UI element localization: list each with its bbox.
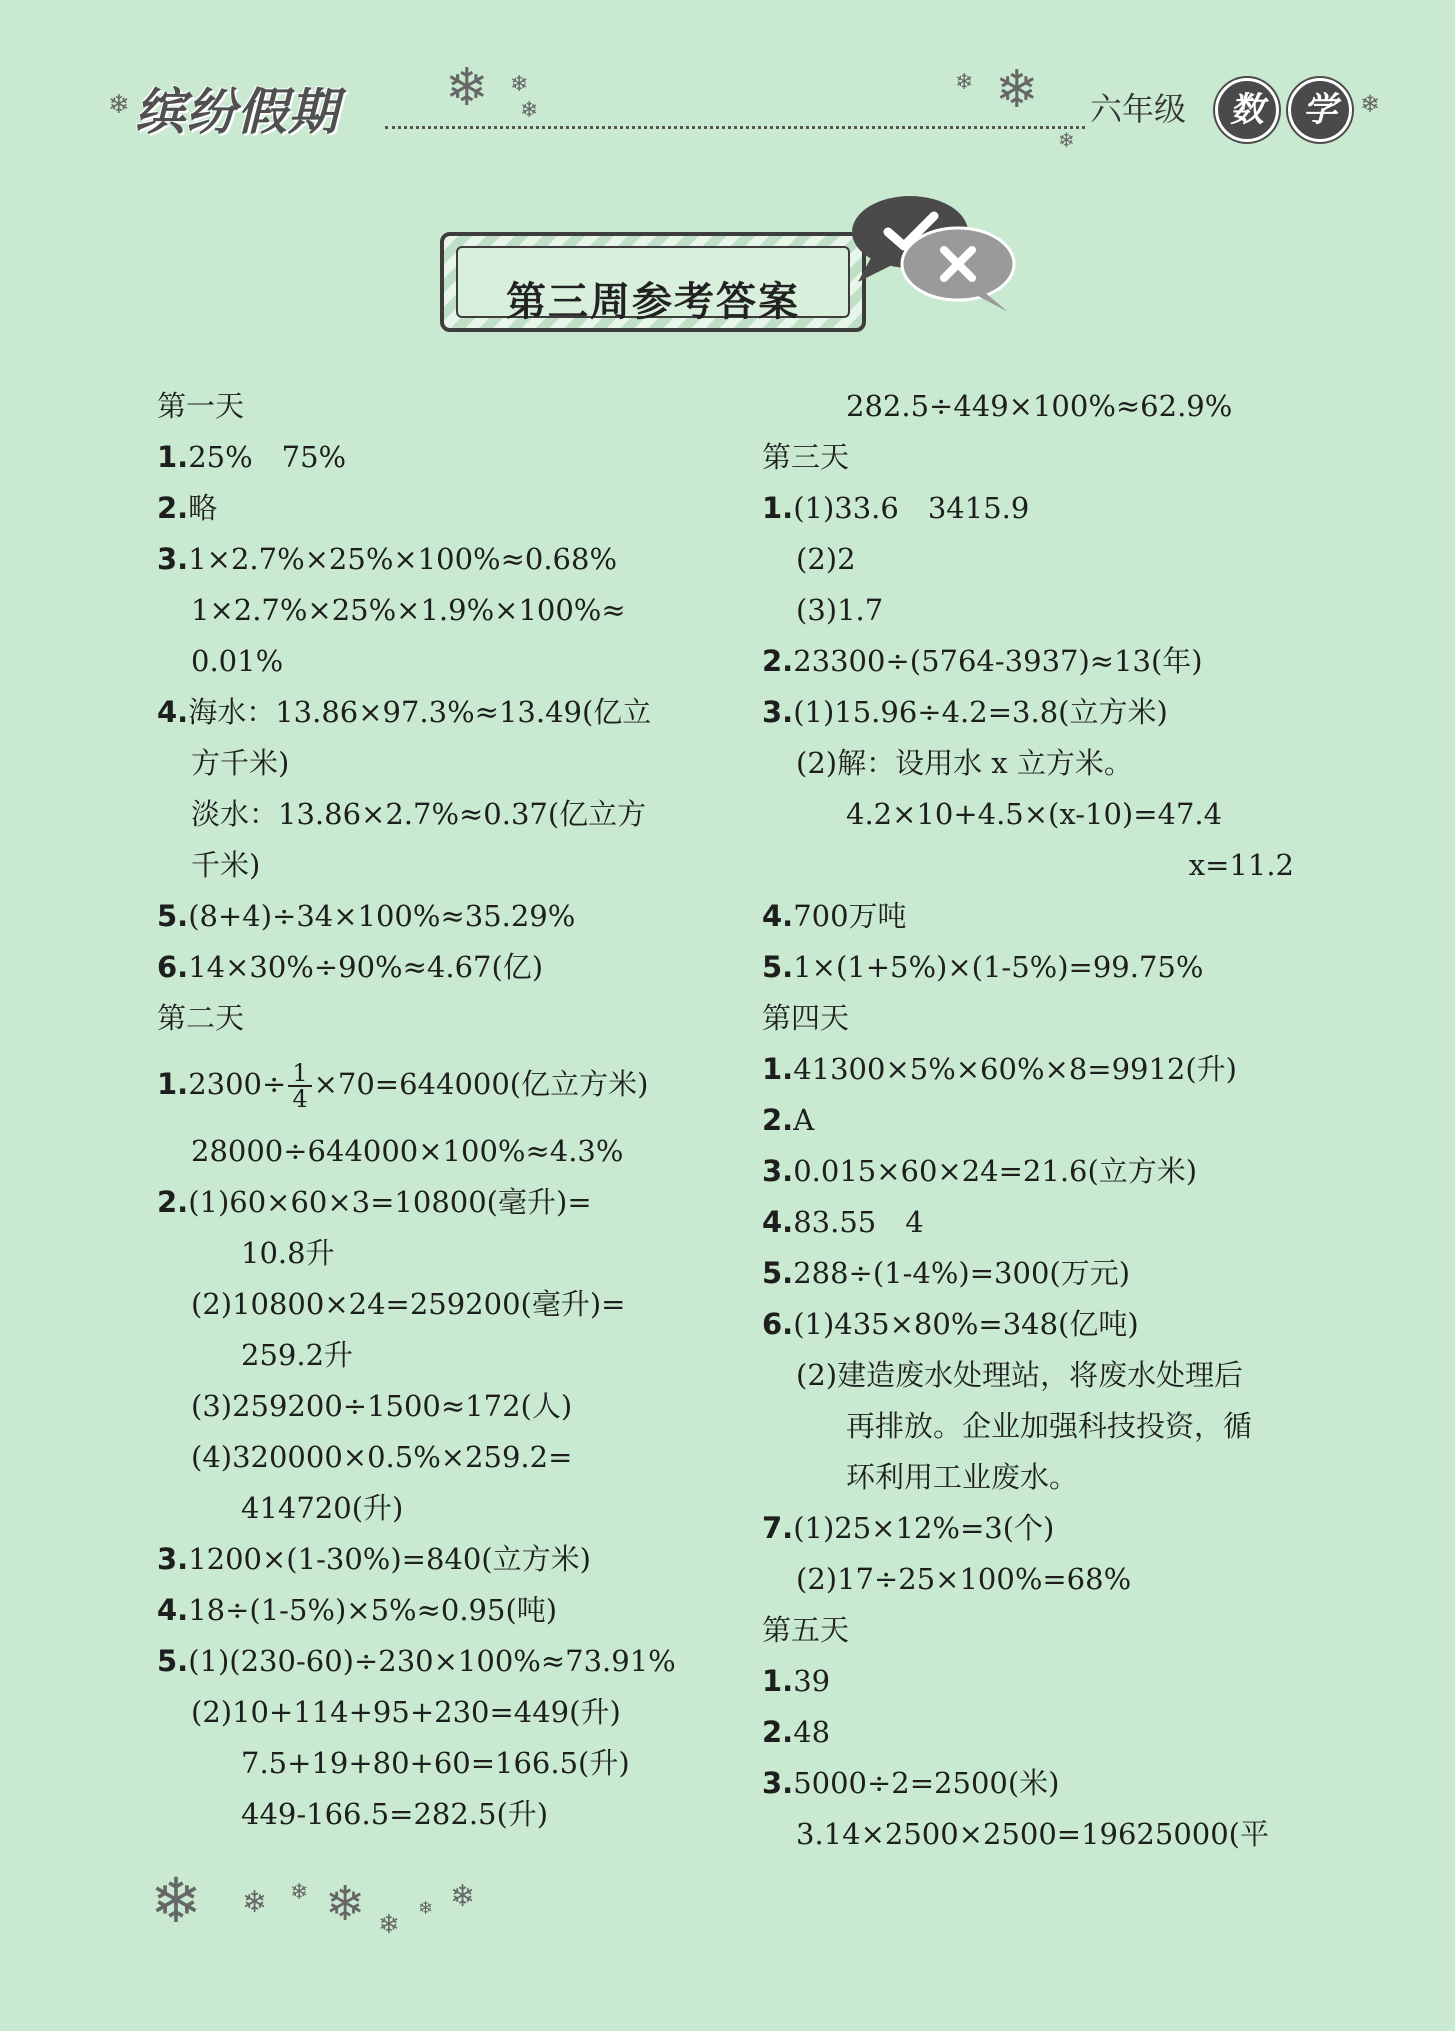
grade-label: 六年级 (1090, 90, 1187, 128)
answer-line: 7.5+19+80+60=166.5(升) (241, 1746, 630, 1780)
snowflake-icon: ❄ (150, 1864, 202, 1937)
answer-item (762, 896, 907, 936)
answer-line: (4)320000×0.5%×259.2= (191, 1440, 573, 1474)
answer-item (762, 947, 1203, 987)
title-inner-frame (456, 246, 850, 325)
item-number: 5. (762, 1256, 794, 1290)
item-number: 1. (762, 1664, 794, 1698)
snowflake-icon: ❄ (325, 1876, 366, 1932)
item-number: 3. (762, 1766, 794, 1800)
answer-line: 414720(升) (241, 1491, 404, 1525)
answer-text: (1)15.96÷4.2=3.8(立方米) (793, 695, 1168, 729)
answer-item (762, 641, 1203, 681)
answer-text: (1)(230-60)÷230×100%≈73.91% (188, 1644, 676, 1678)
answer-line: (2)2 (796, 542, 856, 576)
answer-text: 39 (793, 1664, 831, 1698)
answer-text: (1)60×60×3=10800(毫升)= (188, 1185, 592, 1219)
item-number: 3. (157, 542, 189, 576)
answer-line: 0.01% (191, 644, 284, 678)
snowflake-icon: ❄ (418, 1898, 434, 1919)
answer-item (762, 1049, 1237, 1089)
day-heading: 第四天 (762, 1001, 850, 1035)
check-cross-bubbles-icon (850, 190, 1020, 320)
answer-line: 282.5÷449×100%≈62.9% (846, 389, 1233, 423)
answer-line: 淡水：13.86×2.7%≈0.37(亿立方 (191, 797, 647, 831)
answer-item (762, 1712, 830, 1752)
answer-item (762, 1763, 1060, 1803)
answer-line: 方千米) (191, 746, 290, 780)
answer-text: 700万吨 (793, 899, 907, 933)
answer-text: 略 (188, 491, 218, 525)
item-number: 3. (762, 1154, 794, 1188)
answer-text: 18÷(1-5%)×5%≈0.95(吨) (188, 1593, 558, 1627)
answer-item (762, 1508, 1054, 1548)
answer-text: A (793, 1103, 815, 1137)
answer-line: 千米) (191, 848, 261, 882)
snowflake-icon: ❄ (108, 90, 130, 120)
item-number: 3. (762, 695, 794, 729)
answer-line: (2)17÷25×100%=68% (796, 1562, 1132, 1596)
answer-text: ×70=644000(亿立方米) (313, 1067, 649, 1101)
page-header (0, 0, 1455, 170)
item-number: 2. (762, 1715, 794, 1749)
answer-line: 1×2.7%×25%×1.9%×100%≈ (191, 593, 626, 627)
answer-text: 25% 75% (188, 440, 347, 474)
answer-item (157, 1054, 648, 1114)
answer-line: (3)259200÷1500≈172(人) (191, 1389, 573, 1423)
answer-text: 14×30%÷90%≈4.67(亿) (188, 950, 544, 984)
snowflake-icon: ❄ (445, 58, 489, 118)
answer-line: (2)10800×24=259200(毫升)= (191, 1287, 626, 1321)
answer-text: 5000÷2=2500(米) (793, 1766, 1060, 1800)
answer-item (157, 1539, 591, 1579)
cross-bubble-icon (902, 228, 1014, 312)
answer-text: 1×(1+5%)×(1-5%)=99.75% (793, 950, 1204, 984)
answer-text: 1×2.7%×25%×100%≈0.68% (188, 542, 618, 576)
snowflake-icon: ❄ (955, 70, 974, 95)
answer-text: (1)25×12%=3(个) (793, 1511, 1055, 1545)
item-number: 4. (762, 899, 794, 933)
answer-line: (2)解：设用水 x 立方米。 (796, 746, 1133, 780)
item-number: 1. (762, 1052, 794, 1086)
answer-text: (1)435×80%=348(亿吨) (793, 1307, 1139, 1341)
item-number: 1. (157, 1067, 189, 1101)
snowflake-icon: ❄ (510, 72, 529, 97)
answer-item (762, 1661, 830, 1701)
answer-item (157, 1641, 676, 1681)
snowflake-icon: ❄ (520, 98, 539, 123)
snowflake-icon: ❄ (290, 1880, 309, 1905)
item-number: 2. (157, 1185, 189, 1219)
snowflake-icon: ❄ (450, 1879, 476, 1914)
answer-text: 41300×5%×60%×8=9912(升) (793, 1052, 1237, 1086)
page-title: 第三周参考答案 (506, 279, 800, 325)
subject-badge-2: 学 (1288, 78, 1352, 142)
item-number: 7. (762, 1511, 794, 1545)
answer-item (762, 1202, 924, 1242)
fraction-numerator: 1 (288, 1061, 311, 1087)
answer-text: 83.55 4 (793, 1205, 924, 1239)
answer-line: (2)建造废水处理站，将废水处理后 (796, 1358, 1244, 1392)
answer-text: 海水：13.86×97.3%≈13.49(亿立 (188, 695, 652, 729)
answer-text: 1200×(1-30%)=840(立方米) (188, 1542, 591, 1576)
answer-item (762, 1151, 1197, 1191)
answer-line: 再排放。企业加强科技投资，循 (846, 1409, 1253, 1443)
answer-item (762, 1304, 1139, 1344)
item-number: 2. (762, 644, 794, 678)
item-number: 5. (157, 899, 189, 933)
snowflake-icon: ❄ (1058, 128, 1075, 152)
day-heading: 第五天 (762, 1613, 850, 1647)
brand-logo: 缤纷假期 (135, 83, 339, 141)
item-number: 2. (157, 491, 189, 525)
item-number: 3. (157, 1542, 189, 1576)
answer-item (157, 539, 617, 579)
answer-item (157, 437, 346, 477)
title-banner (440, 232, 866, 332)
item-number: 5. (762, 950, 794, 984)
answer-line: 28000÷644000×100%≈4.3% (191, 1134, 624, 1168)
answer-text: 0.015×60×24=21.6(立方米) (793, 1154, 1198, 1188)
snowflake-icon: ❄ (1360, 90, 1381, 118)
answer-item (157, 488, 217, 528)
item-number: 1. (762, 491, 794, 525)
answer-item (762, 488, 1029, 528)
answer-item (157, 692, 651, 732)
answer-text: (1)33.6 3415.9 (793, 491, 1030, 525)
answer-item (157, 1590, 557, 1630)
subject-badge-1: 数 (1215, 78, 1279, 142)
item-number: 2. (762, 1103, 794, 1137)
answer-text: 48 (793, 1715, 831, 1749)
header-divider (385, 126, 1085, 129)
answer-item (762, 1253, 1130, 1293)
answer-item (762, 1100, 814, 1140)
answer-line: x=11.2 (1188, 848, 1294, 882)
item-number: 4. (157, 695, 189, 729)
day-heading: 第一天 (157, 389, 245, 423)
item-number: 6. (762, 1307, 794, 1341)
answer-line: 10.8升 (241, 1236, 335, 1270)
fraction (288, 1061, 311, 1111)
answer-text: 2300÷ (188, 1067, 287, 1101)
item-number: 6. (157, 950, 189, 984)
answer-item (762, 692, 1168, 732)
answer-text: 288÷(1-4%)=300(万元) (793, 1256, 1131, 1290)
day-heading: 第三天 (762, 440, 850, 474)
snowflake-icon: ❄ (995, 60, 1039, 120)
answer-text: (8+4)÷34×100%≈35.29% (188, 899, 576, 933)
item-number: 4. (762, 1205, 794, 1239)
snowflake-icon: ❄ (242, 1885, 268, 1920)
answer-line: 259.2升 (241, 1338, 354, 1372)
snowflake-icon: ❄ (378, 1910, 400, 1940)
item-number: 5. (157, 1644, 189, 1678)
answer-text: 23300÷(5764-3937)≈13(年) (793, 644, 1203, 678)
answer-line: 环利用工业废水。 (846, 1460, 1079, 1494)
answer-item (157, 896, 575, 936)
answer-line: 4.2×10+4.5×(x-10)=47.4 (846, 797, 1223, 831)
item-number: 1. (157, 440, 189, 474)
fraction-denominator: 4 (292, 1085, 308, 1113)
answer-item (157, 947, 543, 987)
answer-line: 3.14×2500×2500=19625000(平 (796, 1817, 1269, 1851)
answer-line: (3)1.7 (796, 593, 884, 627)
answer-item (157, 1182, 592, 1222)
answer-line: 449-166.5=282.5(升) (241, 1797, 549, 1831)
item-number: 4. (157, 1593, 189, 1627)
day-heading: 第二天 (157, 1001, 245, 1035)
answer-line: (2)10+114+95+230=449(升) (191, 1695, 621, 1729)
